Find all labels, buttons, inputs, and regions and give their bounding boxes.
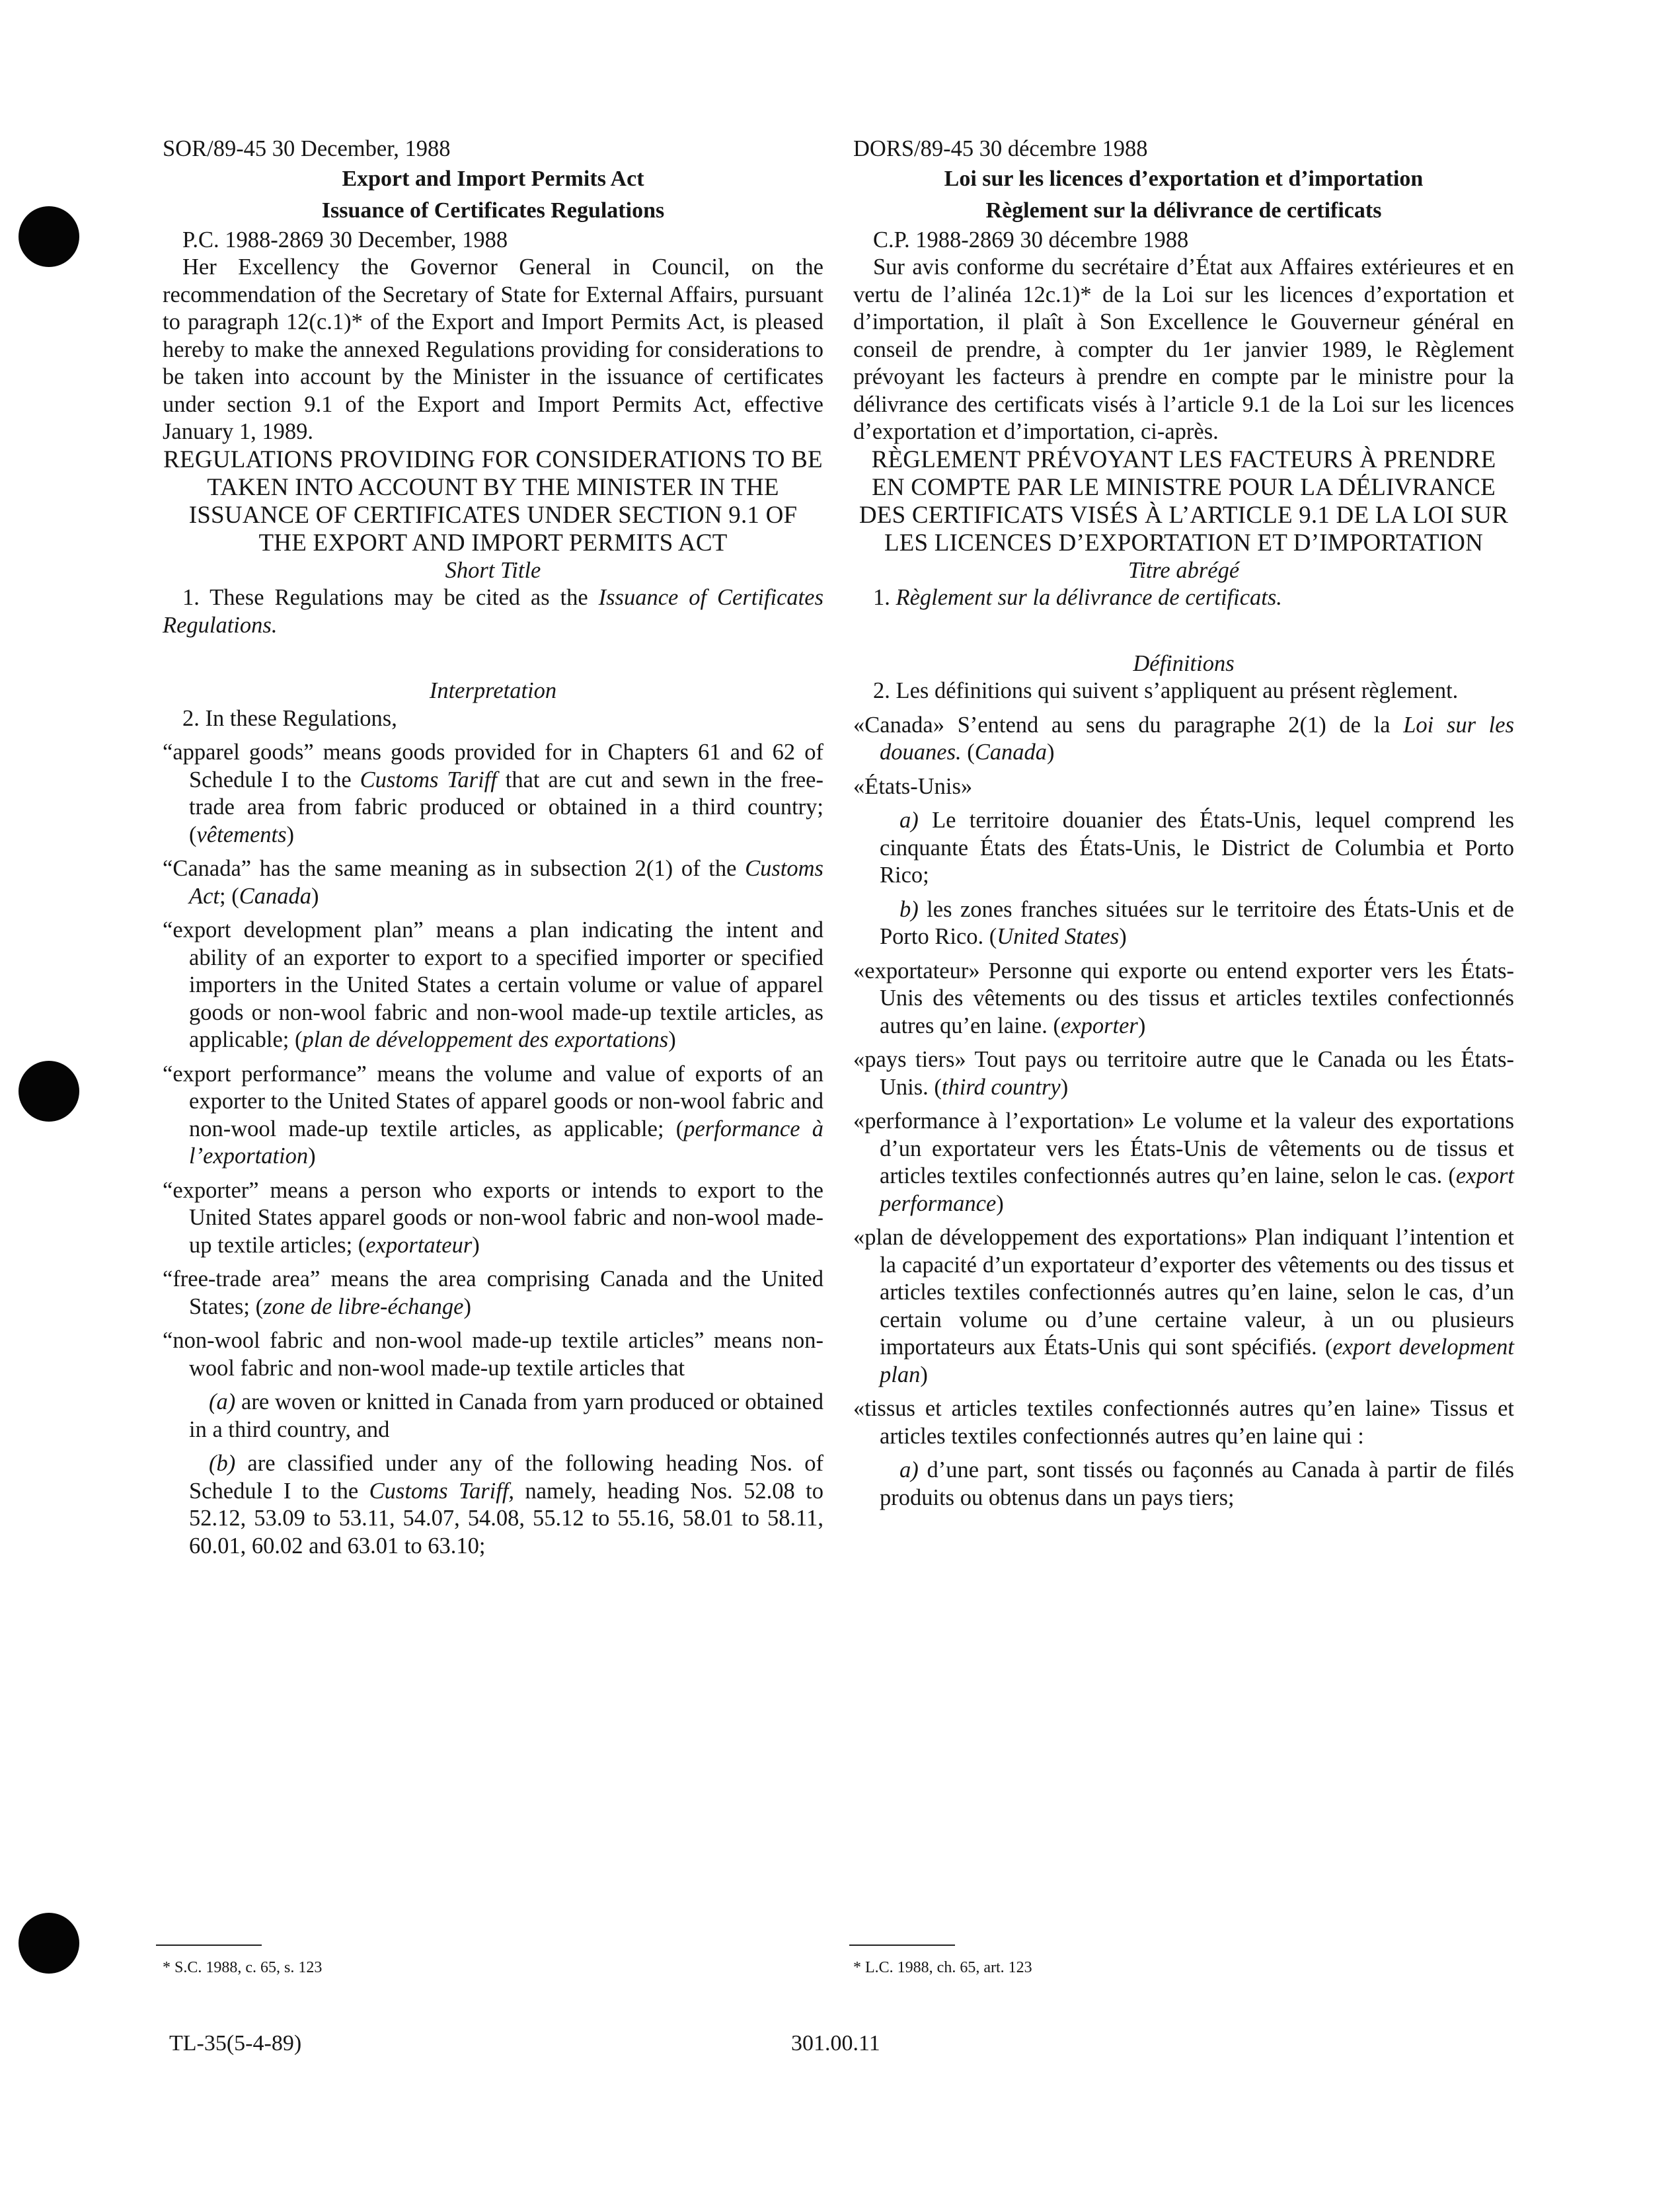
- french-act-title: Loi sur les licences d’exportation et d’importation: [944, 166, 1424, 191]
- english-preamble: Her Excellency the Governor General in Council, on the recommendation of the Secretary of State for External Affairs, pursuant to paragraph 12(c.1)* of the Export and Import Permits Act, is pleased hereby to make the annexed Regulations providing for considerations to be taken into account by the Minister in the issuance of certificates under section 9.1 of the Export and Import Permits Act, effective January 1, 1989.: [163, 254, 823, 444]
- page-number: 301.00.11: [791, 2031, 880, 2056]
- definition-fr-etats-unis-a: a) Le territoire douanier des États-Unis, lequel comprend les cinquante États des États-Unis, le District de Columbia et Porto Rico;: [880, 808, 1514, 888]
- definition-non-wool-fabric-a: (a) are woven or knitted in Canada from yarn produced or obtained in a third country, and: [189, 1389, 823, 1442]
- english-reference: SOR/89-45 30 December, 1988: [163, 136, 451, 161]
- french-regulations-heading: RÈGLEMENT PRÉVOYANT LES FACTEURS À PRENDRE EN COMPTE PAR LE MINISTRE POUR LA DÉLIVRANCE DES CERTIFICATS VISÉS À L’ARTICLE 9.1 DE LA LOI SUR LES LICENCES D’EXPORTATION ET D’IMPORTATION: [859, 445, 1509, 557]
- definition-export-development-plan: “export development plan” means a plan indicating the intent and ability of an exporter to export to a specified importer or specified importers in the United States a certain volume or value of apparel goods or non-wool fabric and non-wool made-up textile articles, as applicable; (plan de développement des exportations): [163, 917, 823, 1052]
- french-regulations-title: Règlement sur la délivrance de certificats: [985, 198, 1382, 223]
- definition-canada: “Canada” has the same meaning as in subsection 2(1) of the Customs Act; (Canada): [163, 856, 823, 909]
- english-footnote-rule: [156, 1945, 262, 1946]
- definition-fr-performance: «performance à l’exportation» Le volume et la valeur des exportations d’un exportateur vers les États-Unis de vêtements ou de tissus et articles textiles confectionnés autres qu’en laine, selon le cas. (export performance): [853, 1108, 1514, 1216]
- transmittal-code: TL-35(5-4-89): [169, 2031, 302, 2056]
- french-reference: DORS/89-45 30 décembre 1988: [853, 136, 1148, 161]
- definition-fr-exportateur: «exportateur» Personne qui exporte ou entend exporter vers les États-Unis des vêtements ou des tissus et articles textiles confectionnés autres qu’en laine. (exporter): [853, 958, 1514, 1038]
- english-interpretation-heading: Interpretation: [429, 678, 557, 703]
- english-column: [163, 135, 823, 1560]
- definition-fr-etats-unis-b: b) les zones franches situées sur le territoire des États-Unis et de Porto Rico. (United States): [880, 896, 1514, 949]
- french-short-title-heading: Titre abrégé: [1127, 557, 1240, 583]
- english-regulations-heading: REGULATIONS PROVIDING FOR CONSIDERATIONS TO BE TAKEN INTO ACCOUNT BY THE MINISTER IN THE ISSUANCE OF CERTIFICATES UNDER SECTION 9.1 OF THE EXPORT AND IMPORT PERMITS ACT: [163, 445, 823, 557]
- definition-fr-tissus-a: a) d’une part, sont tissés ou façonnés au Canada à partir de filés produits ou obtenus dans un pays tiers;: [880, 1457, 1514, 1510]
- french-footnote-rule: [849, 1945, 955, 1946]
- definition-apparel-goods: “apparel goods” means goods provided for in Chapters 61 and 62 of Schedule I to the Customs Tariff that are cut and sewn in the free-trade area from fabric produced or obtained in a third country; (vêtements): [163, 740, 823, 847]
- french-section-2: 2. Les définitions qui suivent s’appliquent au présent règlement.: [873, 678, 1459, 703]
- definition-non-wool-fabric: “non-wool fabric and non-wool made-up textile articles” means non-wool fabric and non-wool made-up textile articles that: [163, 1328, 823, 1381]
- french-footnote: * L.C. 1988, ch. 65, art. 123: [853, 1959, 1032, 1976]
- definition-export-performance: “export performance” means the volume and value of exports of an exporter to the United States of apparel goods or non-wool fabric and non-wool made-up textile articles, as applicable; (performance à l’exportation): [163, 1061, 823, 1169]
- english-section-1: 1. These Regulations may be cited as the Issuance of Certificates Regulations.: [163, 585, 823, 638]
- french-column: [853, 135, 1514, 1512]
- punch-hole-bottom: [19, 1913, 79, 1974]
- definition-fr-plan: «plan de développement des exportations» Plan indiquant l’intention et la capacité d’un exportateur d’exporter des vêtements ou des tissus et articles textiles confectionnés autres qu’en laine, selon le cas, d’un certain volume ou d’une certaine valeur, à un ou plusieurs importateurs aux États-Unis qui sont spécifiés. (export development plan): [853, 1225, 1514, 1387]
- definition-fr-pays-tiers: «pays tiers» Tout pays ou territoire autre que le Canada ou les États-Unis. (third country): [853, 1047, 1514, 1100]
- definition-non-wool-fabric-b: (b) are classified under any of the following heading Nos. of Schedule I to the Customs Tariff, namely, heading Nos. 52.08 to 52.12, 53.09 to 53.11, 54.07, 54.08, 55.12 to 55.16, 58.01 to 58.11, 60.01, 60.02 and 63.01 to 63.10;: [189, 1451, 823, 1559]
- english-regulations-title: Issuance of Certificates Regulations: [321, 198, 665, 223]
- english-footnote: * S.C. 1988, c. 65, s. 123: [163, 1959, 323, 1976]
- english-short-title-heading: Short Title: [445, 557, 541, 583]
- definition-fr-etats-unis: «États-Unis»: [853, 773, 973, 799]
- definition-free-trade-area: “free-trade area” means the area comprising Canada and the United States; (zone de libre-échange): [163, 1266, 823, 1319]
- definition-exporter: “exporter” means a person who exports or intends to export to the United States apparel goods or non-wool fabric and non-wool made-up textile articles; (exportateur): [163, 1177, 823, 1258]
- punch-hole-middle: [19, 1061, 79, 1122]
- definition-fr-tissus: «tissus et articles textiles confectionnés autres qu’en laine» Tissus et articles textiles confectionnés autres qu’en laine qui :: [853, 1396, 1514, 1449]
- definition-fr-canada: «Canada» S’entend au sens du paragraphe 2(1) de la Loi sur les douanes. (Canada): [853, 712, 1514, 765]
- french-section-1: 1. Règlement sur la délivrance de certificats.: [873, 585, 1282, 610]
- french-preamble: Sur avis conforme du secrétaire d’État aux Affaires extérieures et en vertu de l’alinéa 12c.1)* de la Loi sur les licences d’exportation et d’importation, il plaît à Son Excellence le Gouverneur général en conseil de prendre, à compter du 1er janvier 1989, le Règlement prévoyant les facteurs à prendre en compte par le ministre pour la délivrance des certificats visés à l’article 9.1 de la Loi sur les licences d’exportation et d’importation, ci-après.: [853, 254, 1514, 444]
- french-order-in-council: C.P. 1988-2869 30 décembre 1988: [873, 227, 1189, 252]
- english-act-title: Export and Import Permits Act: [342, 166, 644, 191]
- punch-hole-top: [19, 206, 79, 267]
- english-order-in-council: P.C. 1988-2869 30 December, 1988: [182, 227, 508, 252]
- english-section-2: 2. In these Regulations,: [182, 705, 397, 731]
- french-definitions-heading: Définitions: [1133, 650, 1235, 676]
